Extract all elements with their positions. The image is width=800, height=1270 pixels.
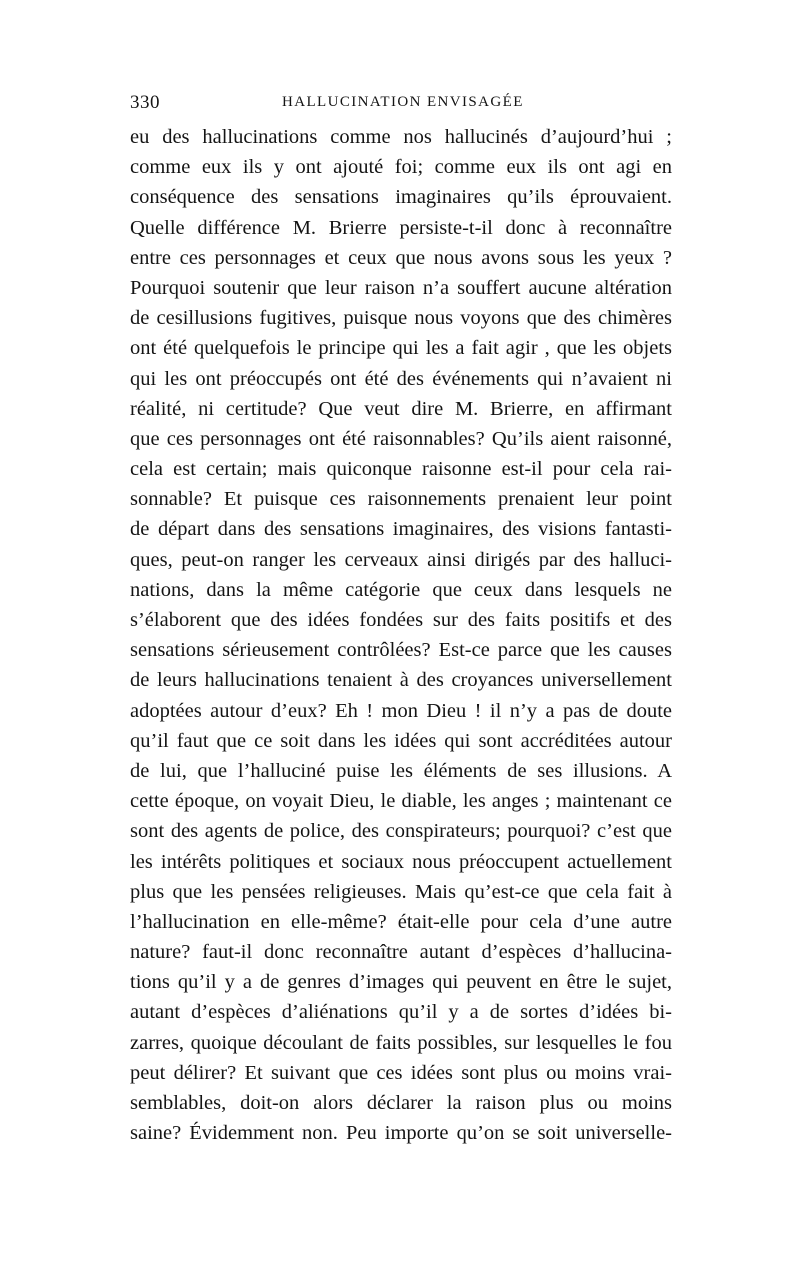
text-line: l’hallucination en elle-même? était-elle pour cela d’une autre (130, 910, 672, 933)
text-line: de leurs hallucinations tenaient à des croyances universellement (130, 669, 672, 692)
text-line: ques, peut-on ranger les cerveaux ainsi dirigés par des halluci- (130, 548, 672, 571)
text-line: conséquence des sensations imaginaires qu’ils éprouvaient. (130, 186, 672, 209)
text-line: s’élaborent que des idées fondées sur des faits positifs et des (130, 609, 672, 631)
text-line: nature? faut-il donc reconnaître autant d’espèces d’hallucina- (130, 941, 672, 964)
text-line: nations, dans la même catégorie que ceux dans lesquels ne (130, 578, 672, 601)
text-line: qui les ont préoccupés ont été des événements qui n’avaient ni (130, 367, 672, 390)
text-line: semblables, doit-on alors déclarer la raison plus ou moins (130, 1092, 672, 1114)
text-line: qu’il faut que ce soit dans les idées qui sont accréditées autour (130, 729, 672, 752)
text-line: de cesillusions fugitives, puisque nous voyons que des chimères (130, 307, 672, 330)
text-line: les intérêts politiques et sociaux nous préoccupent actuellement (130, 850, 672, 873)
running-head (130, 92, 672, 118)
text-line: cela est certain; mais quiconque raisonne est-il pour cela rai- (130, 458, 672, 481)
text-line: zarres, quoique découlant de faits possibles, sur lesquelles le fou (130, 1031, 672, 1054)
text-line: de départ dans des sensations imaginaires, des visions fantasti- (130, 518, 672, 541)
text-line: autant d’espèces d’aliénations qu’il y a de sortes d’idées bi- (130, 1001, 672, 1024)
text-line: entre ces personnages et ceux que nous avons sous les yeux ? (130, 246, 672, 269)
text-line: Pourquoi soutenir que leur raison n’a souffert aucune altération (130, 276, 672, 299)
text-line: comme eux ils y ont ajouté foi; comme eux ils ont agi en (130, 156, 672, 179)
running-head-title: HALLUCINATION ENVISAGÉE (282, 94, 524, 110)
page-number: 330 (130, 92, 160, 113)
text-line: sensations sérieusement contrôlées? Est-ce parce que les causes (130, 639, 672, 662)
body-text (130, 122, 672, 1148)
text-line: que ces personnages ont été raisonnables? Qu’ils aient raisonné, (130, 427, 672, 450)
text-line: sonnable? Et puisque ces raisonnements prenaient leur point (130, 488, 672, 511)
text-line: Quelle différence M. Brierre persiste-t-il donc à reconnaître (130, 216, 672, 239)
text-line: cette époque, on voyait Dieu, le diable, les anges ; maintenant ce (130, 790, 672, 813)
text-line: adoptées autour d’eux? Eh ! mon Dieu ! il n’y a pas de doute (130, 699, 672, 722)
text-line: plus que les pensées religieuses. Mais qu’est-ce que cela fait à (130, 880, 672, 903)
text-line: sont des agents de police, des conspirateurs; pourquoi? c’est que (130, 820, 672, 843)
text-line: tions qu’il y a de genres d’images qui peuvent en être le sujet, (130, 971, 672, 994)
text-line: de lui, que l’halluciné puise les éléments de ses illusions. A (130, 759, 672, 782)
text-line: réalité, ni certitude? Que veut dire M. Brierre, en affirmant (130, 397, 672, 420)
text-line: peut délirer? Et suivant que ces idées sont plus ou moins vrai- (130, 1061, 672, 1084)
text-line: eu des hallucinations comme nos hallucinés d’aujourd’hui ; (130, 126, 672, 148)
text-line: ont été quelquefois le principe qui les a fait agir , que les objets (130, 337, 672, 360)
text-line: saine? Évidemment non. Peu importe qu’on se soit universelle- (130, 1122, 672, 1145)
